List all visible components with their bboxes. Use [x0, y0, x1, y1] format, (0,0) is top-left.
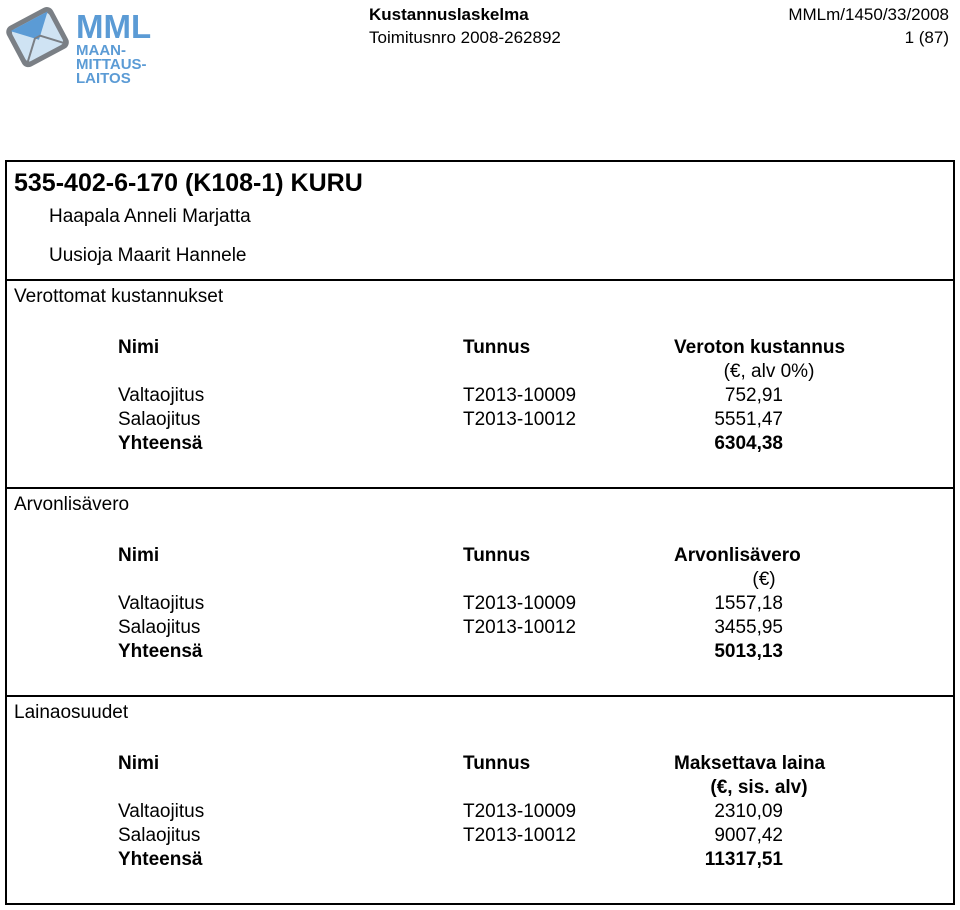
logo-text-mml: MML — [76, 8, 152, 45]
total-label: Yhteensä — [118, 641, 203, 662]
section-divider — [7, 695, 953, 697]
cell-name: Salaojitus — [118, 825, 201, 846]
column-header-id: Tunnus — [463, 337, 531, 358]
section-divider — [7, 279, 953, 281]
column-header-name: Nimi — [118, 337, 160, 358]
column-unit: (€, alv 0%) — [723, 361, 815, 382]
logo-text-line4: LAITOS — [76, 70, 131, 87]
document-title: Kustannuslaskelma — [369, 5, 529, 24]
owner-name: Haapala Anneli Marjatta — [49, 206, 251, 227]
column-unit: (€, sis. alv) — [710, 777, 808, 798]
cost-statement-frame — [5, 160, 955, 905]
section-divider — [7, 487, 953, 489]
cell-id: T2013-10012 — [463, 617, 577, 638]
table-header-row — [118, 545, 858, 569]
total-label: Yhteensä — [118, 433, 203, 454]
table-total-row — [118, 433, 858, 457]
vat-table — [118, 545, 858, 665]
table-total-row — [118, 849, 858, 873]
section-title-loan-shares: Lainaosuudet — [14, 702, 129, 723]
table-header-row — [118, 337, 858, 361]
column-header-name: Nimi — [118, 545, 160, 566]
cell-name: Valtaojitus — [118, 801, 205, 822]
cell-name: Valtaojitus — [118, 593, 205, 614]
column-header-id: Tunnus — [463, 753, 531, 774]
table-row — [118, 825, 858, 849]
document-reference-block — [788, 3, 949, 49]
total-label: Yhteensä — [118, 849, 203, 870]
table-unit-row — [118, 777, 858, 801]
cell-amount: 1557,18 — [714, 593, 783, 614]
cell-id: T2013-10012 — [463, 409, 577, 430]
owner-name: Uusioja Maarit Hannele — [49, 245, 247, 266]
section-title-tax-free-costs: Verottomat kustannukset — [14, 286, 224, 307]
page-number: 1 (87) — [904, 28, 949, 47]
column-header-amount: Maksettava laina — [674, 753, 826, 774]
cell-id: T2013-10012 — [463, 825, 577, 846]
column-header-amount: Veroton kustannus — [674, 337, 846, 358]
cell-name: Salaojitus — [118, 617, 201, 638]
column-unit: (€) — [752, 569, 776, 590]
table-row — [118, 409, 858, 433]
table-row — [118, 801, 858, 825]
total-value: 11317,51 — [704, 849, 783, 870]
total-value: 5013,13 — [714, 641, 783, 662]
cell-name: Valtaojitus — [118, 385, 205, 406]
column-header-id: Tunnus — [463, 545, 531, 566]
table-unit-row — [118, 569, 858, 593]
table-row — [118, 593, 858, 617]
total-value: 6304,38 — [714, 433, 783, 454]
logo-text-line2: MAAN- — [76, 42, 126, 59]
column-header-name: Nimi — [118, 753, 160, 774]
logo-text-line3: MITTAUS- — [76, 56, 147, 73]
cell-amount: 3455,95 — [714, 617, 783, 638]
document-header — [369, 3, 561, 49]
table-row — [118, 617, 858, 641]
cell-amount: 5551,47 — [714, 409, 783, 430]
cell-id: T2013-10009 — [463, 593, 577, 614]
cell-id: T2013-10009 — [463, 801, 577, 822]
column-header-amount: Arvonlisävero — [674, 545, 801, 566]
table-unit-row — [118, 361, 858, 385]
section-title-vat: Arvonlisävero — [14, 494, 130, 515]
document-reference: MMLm/1450/33/2008 — [788, 5, 949, 24]
order-number: Toimitusnro 2008-262892 — [369, 28, 561, 47]
loan-shares-table — [118, 753, 858, 873]
table-header-row — [118, 753, 858, 777]
property-title: 535-402-6-170 (K108-1) KURU — [14, 169, 363, 197]
table-row — [118, 385, 858, 409]
tax-free-costs-table — [118, 337, 858, 457]
cell-amount: 752,91 — [724, 385, 783, 406]
cell-name: Salaojitus — [118, 409, 201, 430]
cell-amount: 9007,42 — [714, 825, 783, 846]
cell-id: T2013-10009 — [463, 385, 577, 406]
mml-logo — [0, 0, 160, 90]
mml-logo-icon — [4, 5, 72, 70]
cell-amount: 2310,09 — [714, 801, 783, 822]
table-total-row — [118, 641, 858, 665]
